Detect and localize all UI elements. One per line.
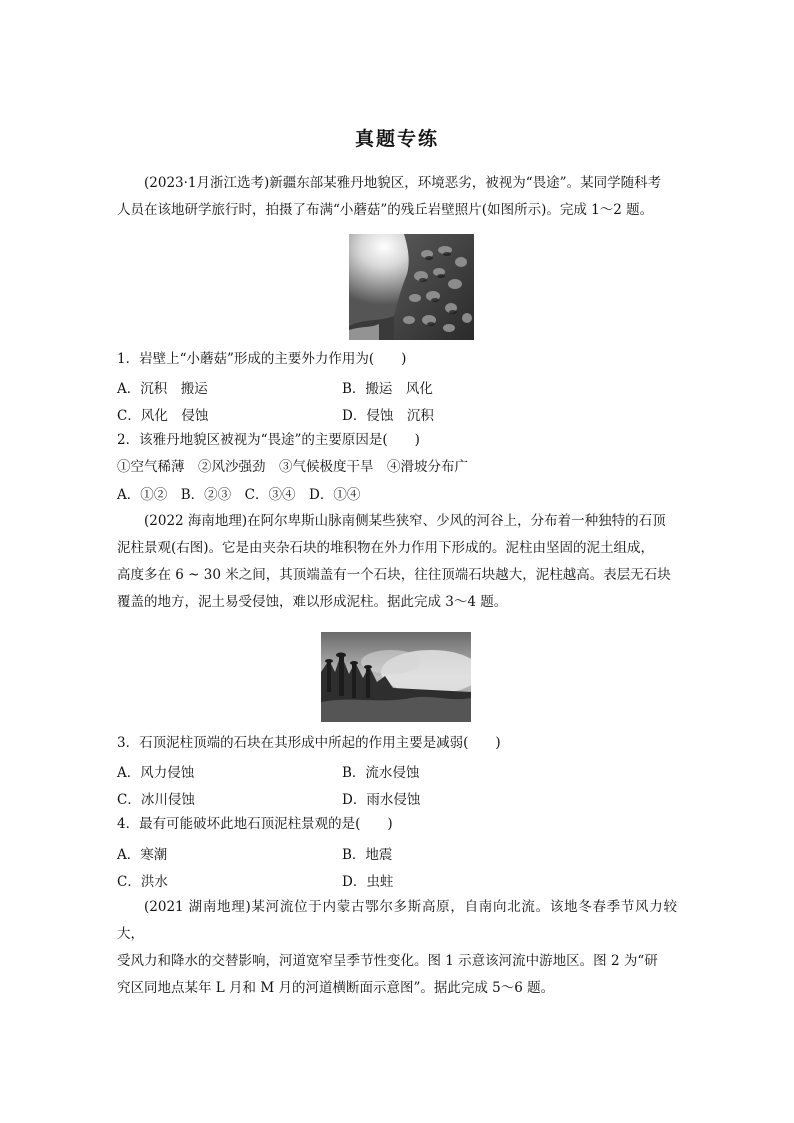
question-2-stem: 2．该雅丹地貌区被视为“畏途”的主要原因是( ) [117,432,420,448]
earth-pillar-photo [321,632,471,722]
passage-2 [117,508,677,616]
question-3-option-a[interactable]: A．风力侵蚀 [117,765,195,781]
passage-1-line-2: 人员在该地研学旅行时，拍摄了布满“小蘑菇”的残丘岩壁照片(如图所示)。完成 1～2 题。 [117,202,654,218]
question-4-option-b[interactable]: B．地震 [342,847,393,863]
passage-3-line-2: 受风力和降水的交替影响，河道宽窄呈季节性变化。图 1 示意该河流中游地区。图 2 为“研 [117,953,658,969]
question-1-option-b[interactable]: B．搬运 风化 [342,381,433,397]
passage-1-line-1: (2023·1月浙江选考)新疆东部某雅丹地貌区，环境恶劣，被视为“畏途”。某同学随科考 [144,175,662,191]
question-2-items: ①空气稀薄 ②风沙强劲 ③气候极度干旱 ④滑坡分布广 [117,459,468,475]
question-3-option-d[interactable]: D．雨水侵蚀 [342,792,421,808]
question-1-option-d[interactable]: D．侵蚀 沉积 [342,408,434,424]
passage-3-line-3: 究区同地点某年 L 月和 M 月的河道横断面示意图”。据此完成 5～6 题。 [117,980,555,996]
passage-1 [117,170,677,224]
question-1-option-c[interactable]: C．风化 侵蚀 [117,408,209,424]
yardang-rock-wall-photo [349,234,474,340]
passage-2-line-4: 覆盖的地方，泥土易受侵蚀，难以形成泥柱。据此完成 3～4 题。 [117,594,508,610]
question-3-option-c[interactable]: C．冰川侵蚀 [117,792,195,808]
passage-3 [117,894,677,1002]
question-3-stem: 3．石顶泥柱顶端的石块在其形成中所起的作用主要是减弱( ) [117,735,501,751]
question-1-option-a[interactable]: A．沉积 搬运 [117,381,208,397]
passage-2-line-1: (2022 海南地理)在阿尔卑斯山脉南侧某些狭窄、少风的河谷上，分布着一种独特的石顶 [144,513,666,529]
question-4-option-d[interactable]: D．虫蛀 [342,874,394,890]
passage-2-line-2: 泥柱景观(右图)。它是由夹杂石块的堆积物在外力作用下形成的。泥柱由坚固的泥土组成， [117,540,655,556]
page-title: 真题专练 [354,128,439,150]
passage-2-line-3: 高度多在 6 ~ 30 米之间，其顶端盖有一个石块，往往顶端石块越大，泥柱越高。表层无石块 [117,567,671,583]
question-4-option-c[interactable]: C．洪水 [117,874,168,890]
question-4-stem: 4．最有可能破坏此地石顶泥柱景观的是( ) [117,816,393,832]
question-1-stem: 1．岩壁上“小蘑菇”形成的主要外力作用为( ) [117,351,407,367]
question-2-options[interactable]: A．①② B．②③ C．③④ D．①④ [117,487,361,503]
passage-3-line-1: (2021 湖南地理)某河流位于内蒙古鄂尔多斯高原，自南向北流。该地冬春季节风力较大， [117,899,677,942]
question-3-option-b[interactable]: B．流水侵蚀 [342,765,420,781]
question-4-option-a[interactable]: A．寒潮 [117,847,168,863]
